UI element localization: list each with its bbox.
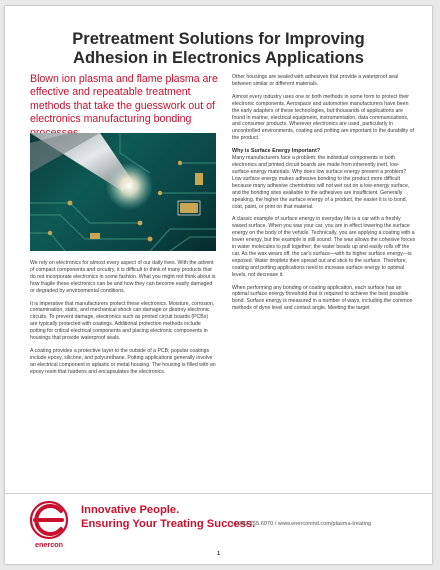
body-paragraph: Other housings are sealed with adhesives that provide a waterproof seal between similar or different materials. bbox=[232, 74, 399, 87]
body-paragraph: When performing any bonding or coating application, each surface has an optimal surface energy threshold that is required to achieve the best possible bond. Surface energy is measured in a number of ways, including the common methods of dyne level and contact angle. Meeting the target bbox=[232, 284, 413, 312]
body-column-right bbox=[232, 74, 416, 318]
page-number: 1 bbox=[216, 551, 221, 557]
body-paragraph: We rely on electronics for almost every aspect of our daily lives. With the advent of compact components and circuitry, it is difficult to think of many products that do not incorporate electronics in some fashion. What you might not think about is how fragile these electronics can be and how they can become easily damaged or degraded by environmental conditions. bbox=[30, 260, 216, 294]
lead-paragraph: Blown ion plasma and flame plasma are effective and repeatable treatment methods that take the guesswork out of electronics manufacturing bonding bbox=[30, 73, 218, 126]
page-title-line-1: Pretreatment Solutions for Improving bbox=[72, 30, 365, 48]
enercon-e-mark-icon bbox=[25, 500, 73, 540]
footer-divider bbox=[5, 493, 432, 494]
footer-tagline bbox=[81, 503, 255, 531]
body-column-left bbox=[30, 260, 216, 382]
logo-wordmark: enercon bbox=[35, 540, 63, 549]
section-heading: Why is Surface Energy Important? bbox=[232, 148, 321, 155]
body-paragraph: A classic example of surface energy in everyday life is a car with a freshly waxed surface. When you wax your car, you are in effect lowering the surface energy on the body of the vehicle. Technically, you are applying a coating with a lower energy, but the example is still sound. The wax allows the cohesive forces in water molecules to pull together; the water beads up and easily rolls off the car. As the wax wears off, the car's surface—with its higher surface energy—is exposed. Water droplets then spread out and stick to the surface. Therefore, coating and potting applications need to increase surface energy to optimal levels, not decrease it. bbox=[232, 216, 416, 278]
circuit-board-photo bbox=[30, 133, 216, 251]
contact-info[interactable]: +1.262.255.6070 / www.enerconind.com/plasma-treating bbox=[231, 521, 372, 527]
body-paragraph: Many manufacturers face a problem: the individual components in both electronics and printed circuit boards are made from inherently inert, low-surface-energy materials. Why does low surface energy present a problem? Low surface energy makes adhesive bonding to the product more difficult because many adhesive chemistries will not wet out on a low-energy surface, and the bonding sites available to the adhesives are insufficient. Generally speaking, the higher the surface energy of a product, the easier it is to bond, coat, paint, or print on that material. bbox=[232, 155, 410, 210]
document-page bbox=[5, 6, 432, 564]
page-title bbox=[5, 30, 432, 68]
circuit-board-illustration bbox=[30, 133, 216, 251]
body-paragraph: A coating provides a protective layer to the outside of a PCB; popular coatings include epoxy, silicone, and polyurethane. Potting applications generally involve an electrical component in aplastic or metal housing. The housing is filled with an epoxy resin that hardens and encapsulates the electronics. bbox=[30, 347, 216, 375]
body-paragraph: Almost every industry uses one or both methods in some form to protect their electronic components. Aerospace and automotive manufacturers have been the early adapters of these technologies, but thousands of applications are found in marine, electrical equipment, instrumentation, data communications, and consumer products. Wherever electronics are used, particularly in uncontrolled environments, coating and potting are important to the durability of the product. bbox=[232, 93, 414, 142]
page-title-line-2: Adhesion in Electronics Applications bbox=[73, 49, 364, 67]
tagline-line-1: Innovative People. bbox=[81, 504, 180, 516]
tagline-line-2: Ensuring Your Treating Success. bbox=[81, 518, 256, 530]
body-paragraph: It is imperative that manufacturers protect these electronics. Moisture, corrosion, contamination, static, and mechanical shock can damage or destroy electronic circuits. To prevent damage, electronics such as printed circuit boards (PCBs) are typically protected with coatings. Additional protection methods include potting for critical electrical components and placing electronic components in housings that provide waterproof seals. bbox=[30, 300, 215, 342]
